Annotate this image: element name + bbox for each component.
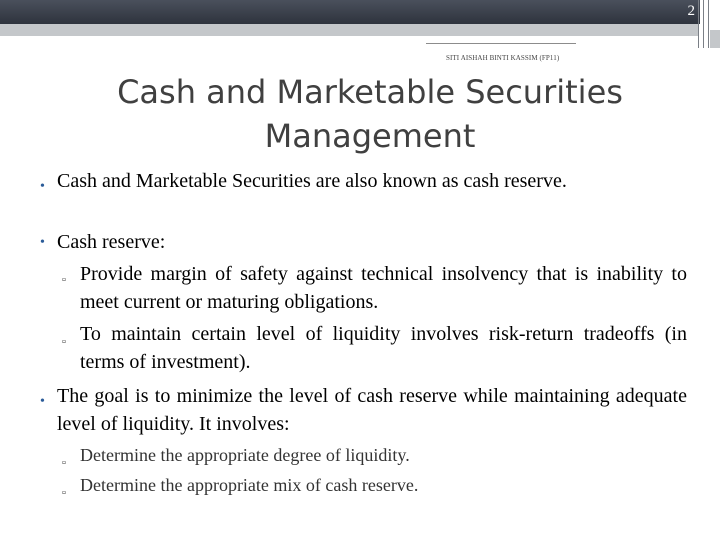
sub-bullet-icon: ▫ [62, 487, 66, 499]
author-label: SITI AISHAH BINTI KASSIM (FP11) [446, 54, 560, 62]
bullet-item: Cash reserve: [57, 231, 166, 253]
sub-bullet-icon: ▫ [62, 274, 66, 286]
bullet-icon: • [40, 235, 45, 250]
bullet-icon: • [40, 394, 45, 409]
sub-bullet-item: To maintain certain level of liquidity involves risk-return tradeoffs (in terms of investment). [80, 323, 687, 373]
sub-bullet-icon: ▫ [62, 457, 66, 469]
bullet-item: Cash and Marketable Securities are also known as cash reserve. [57, 170, 567, 192]
page-number: 2 [687, 3, 695, 19]
sub-bullet-icon: ▫ [62, 336, 66, 348]
bullet-icon: • [40, 179, 45, 194]
sub-bullet-item: Determine the appropriate degree of liquidity. [80, 445, 410, 465]
slide-title: Cash and Marketable Securities Management [117, 73, 623, 155]
sub-bullet-item: Provide margin of safety against technical insolvency that is inability to meet current or maturing obligations. [80, 263, 687, 313]
sub-bullet-item: Determine the appropriate mix of cash reserve. [80, 475, 419, 495]
bullet-item: The goal is to minimize the level of cash reserve while maintaining adequate level of liquidity. It involves: [57, 385, 687, 435]
